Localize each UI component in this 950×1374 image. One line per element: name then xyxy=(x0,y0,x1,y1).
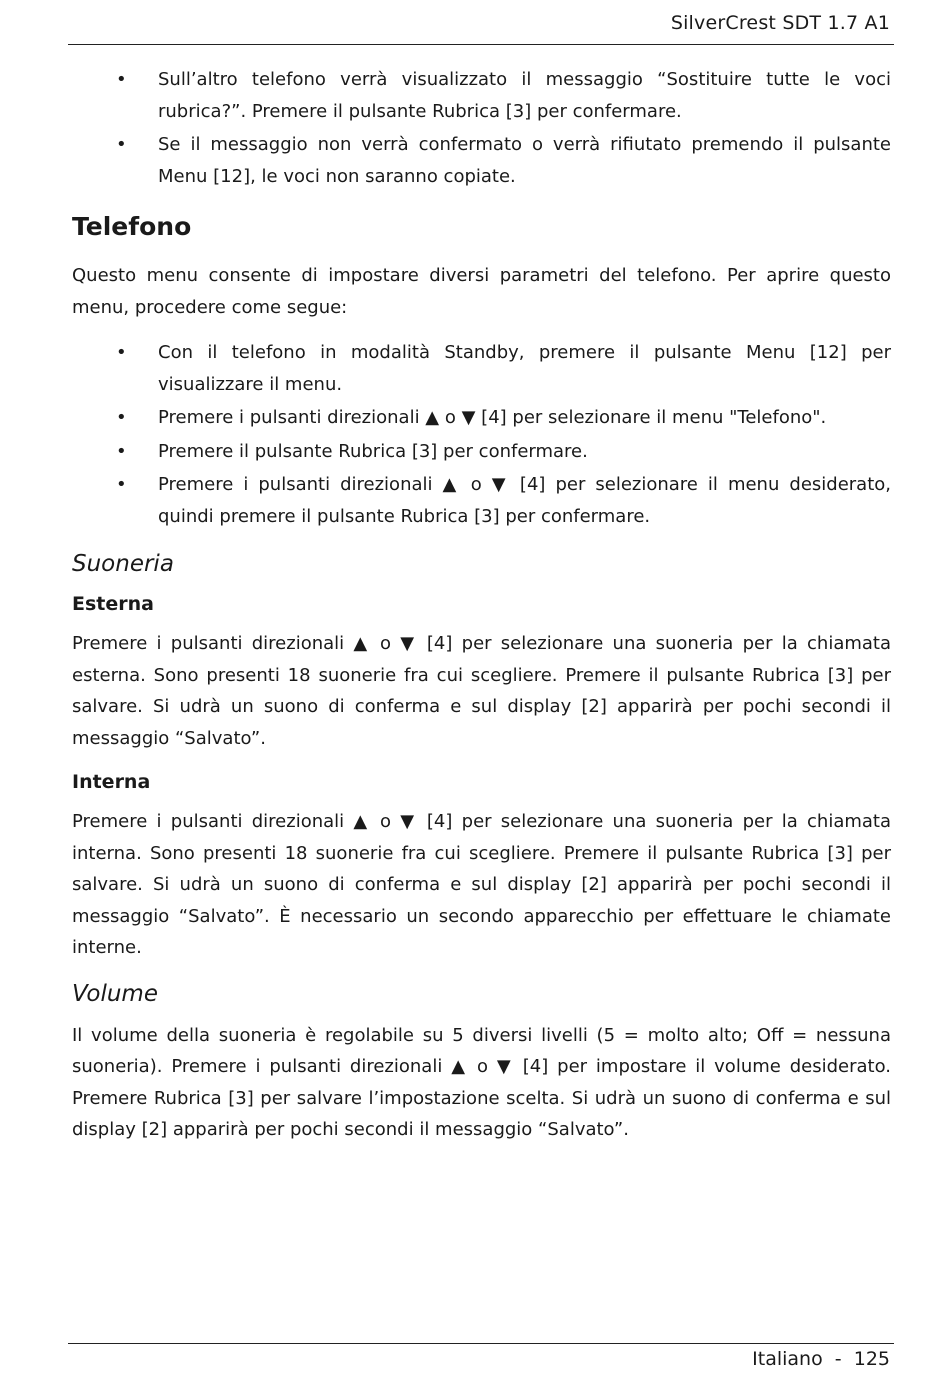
heading-esterna: Esterna xyxy=(72,593,154,615)
bullet-marker: • xyxy=(116,69,127,90)
bullet-marker: • xyxy=(116,474,127,495)
list-item xyxy=(72,402,891,434)
telefono-steps-list xyxy=(72,337,891,532)
interna-paragraph: Premere i pulsanti direzionali ▲ o ▼ [4] per selezionare una suoneria per la chiamata interna. Sono presenti 18 suonerie fra cui scegliere. Premere il pulsante Rubrica [3] per salvare. Si udrà un suono di conferma e sul display [2] apparirà per pochi secondi il messaggio “Salvato”. È necessario un secondo apparecchio per effettuare le chiamate interne. xyxy=(72,811,891,958)
bullet-marker: • xyxy=(116,342,127,363)
list-item-text: Premere i pulsanti direzionali ▲ o ▼ [4] per selezionare il menu desiderato, quindi premere il pulsante Rubrica [3] per confermare. xyxy=(158,474,891,527)
volume-paragraph: Il volume della suoneria è regolabile su 5 diversi livelli (5 = molto alto; Off = nessuna suoneria). Premere i pulsanti direzionali ▲ o ▼ [4] per impostare il volume desiderato. Premere Rubrica [3] per salvare l’impostazione scelta. Si udrà un suono di conferma e sul display [2] apparirà per pochi secondi il messaggio “Salvato”. xyxy=(72,1024,891,1140)
list-item-text: Sull’altro telefono verrà visualizzato il messaggio “Sostituire tutte le voci rubrica?”. Premere il pulsante Rubrica [3] per confermare. xyxy=(158,69,891,122)
list-item-text: Se il messaggio non verrà confermato o verrà rifiutato premendo il pulsante Menu [12], le voci non saranno copiate. xyxy=(158,134,891,187)
subsection-heading-suoneria: Suoneria xyxy=(72,551,174,577)
list-item xyxy=(72,337,891,400)
list-item-text: Premere il pulsante Rubrica [3] per confermare. xyxy=(158,440,588,462)
list-item xyxy=(72,129,891,192)
bullet-marker: • xyxy=(116,440,127,462)
bullet-marker: • xyxy=(116,407,127,428)
bullet-marker: • xyxy=(116,134,127,155)
list-item xyxy=(72,436,891,468)
subsection-heading-volume: Volume xyxy=(72,980,158,1007)
telefono-intro: Questo menu consente di impostare diversi parametri del telefono. Per aprire questo menu, procedere come segue: xyxy=(72,265,891,318)
esterna-paragraph: Premere i pulsanti direzionali ▲ o ▼ [4] per selezionare una suoneria per la chiamata esterna. Sono presenti 18 suonerie fra cui scegliere. Premere il pulsante Rubrica [3] per salvare. Si udrà un suono di conferma e sul display [2] apparirà per pochi secondi il messaggio “Salvato”. xyxy=(72,633,891,749)
heading-interna: Interna xyxy=(72,771,151,793)
list-item xyxy=(72,469,891,532)
list-item xyxy=(72,64,891,127)
list-item-text: Premere i pulsanti direzionali ▲ o ▼ [4] per selezionare il menu "Telefono". xyxy=(158,407,827,428)
header-rule xyxy=(68,44,894,45)
intro-bullet-list xyxy=(72,64,891,192)
running-header: SilverCrest SDT 1.7 A1 xyxy=(670,12,890,34)
page-number: Italiano - 125 xyxy=(752,1348,890,1370)
footer-rule xyxy=(68,1343,894,1344)
page-content xyxy=(72,64,891,1160)
section-heading-telefono: Telefono xyxy=(72,212,192,241)
list-item-text: Con il telefono in modalità Standby, premere il pulsante Menu [12] per visualizzare il menu. xyxy=(158,342,891,395)
